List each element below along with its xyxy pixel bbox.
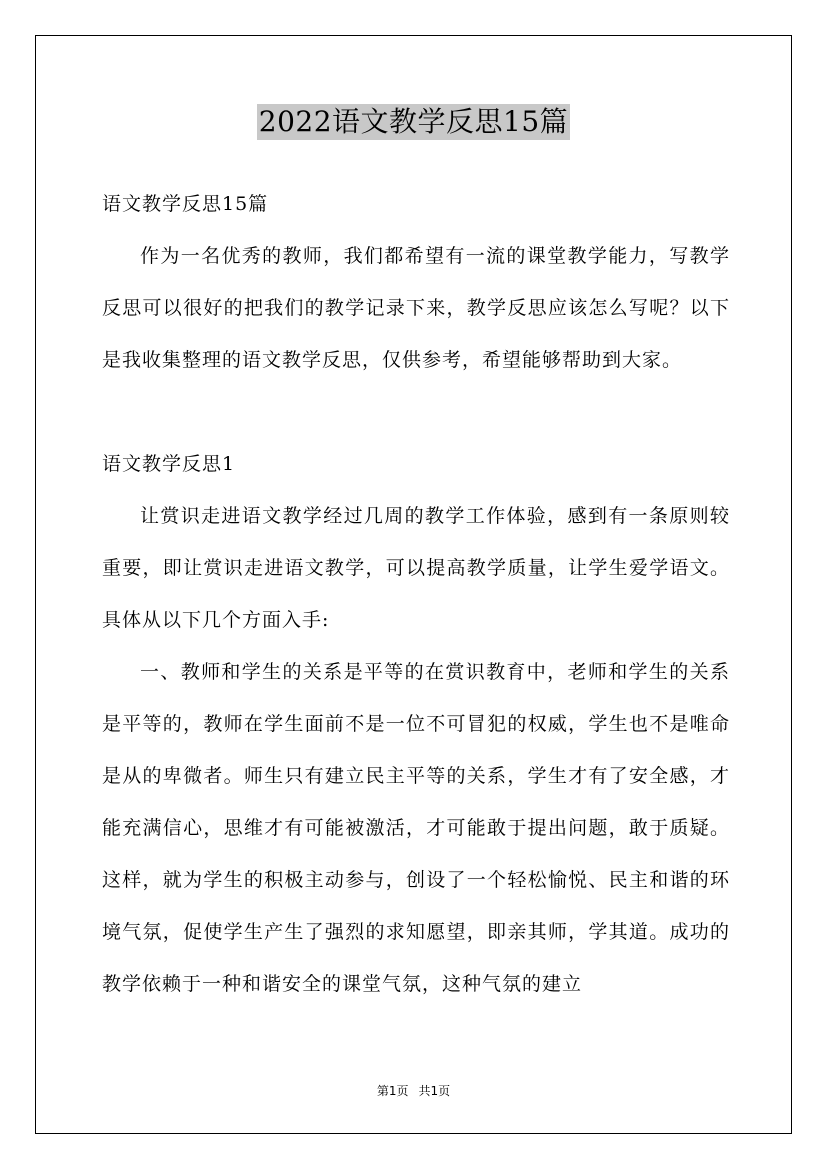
section-paragraph-2: 一、教师和学生的关系是平等的在赏识教育中，老师和学生的关系是平等的，教师在学生面前不是一位不可冒犯的权威，学生也不是唯命是从的卑微者。师生只有建立民主平等的关系，学生才有了安全感，才能充满信心，思维才有可能被激活，才可能敢于提出问题，敢于质疑。这样，就为学生的积极主动参与，创设了一个轻松愉悦、民主和谐的环境气氛，促使学生产生了强烈的求知愿望，即亲其师，学其道。成功的教学依赖于一种和谐安全的课堂气氛，这种气氛的建立 xyxy=(102,661,730,995)
document-title: 2022语文教学反思15篇 xyxy=(258,105,569,138)
page-total: 共1页 xyxy=(418,1084,451,1098)
paragraph-spacer xyxy=(102,386,730,438)
page-number: 第1页 xyxy=(376,1084,409,1098)
section-paragraph-1: 让赏识走进语文教学经过几周的教学工作体验，感到有一条原则较重要，即让赏识走进语文教学，可以提高教学质量，让学生爱学语文。具体从以下几个方面入手: xyxy=(102,505,730,631)
document-body xyxy=(102,178,730,1010)
page-footer xyxy=(0,1083,827,1099)
section-heading: 语文教学反思1 xyxy=(102,453,236,475)
intro-paragraph: 作为一名优秀的教师，我们都希望有一流的课堂教学能力，写教学反思可以很好的把我们的教学记录下来，教学反思应该怎么写呢？以下是我收集整理的语文教学反思，仅供参考，希望能够帮助到大家。 xyxy=(102,245,730,371)
document-subtitle: 语文教学反思15篇 xyxy=(102,193,269,215)
title-container xyxy=(0,104,827,140)
